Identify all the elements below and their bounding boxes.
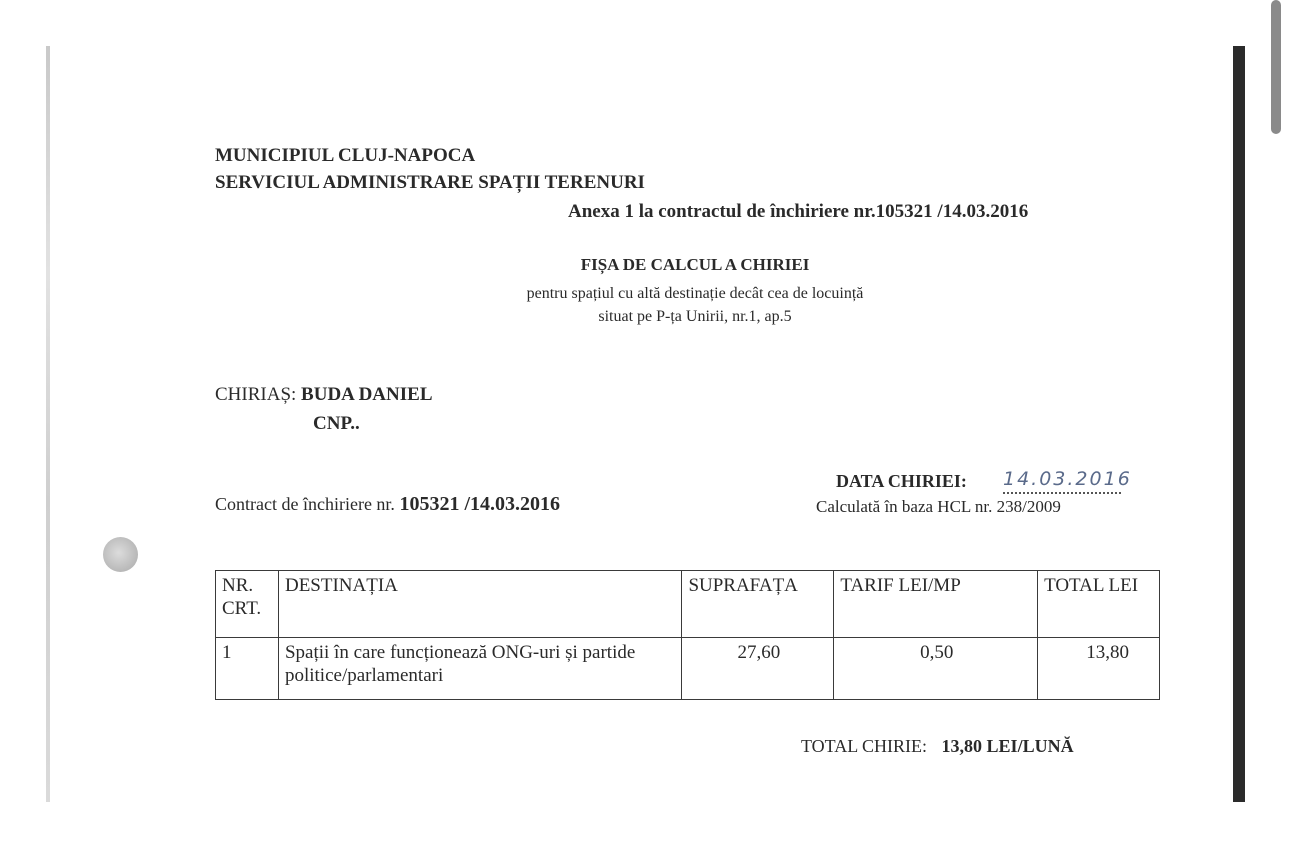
cell-tarif: 0,50 <box>834 638 1038 700</box>
cell-suprafata: 27,60 <box>682 638 834 700</box>
total-rent-value: 13,80 LEI/LUNĂ <box>941 736 1074 756</box>
tenant-cnp: CNP.. <box>313 413 360 434</box>
cell-total: 13,80 <box>1038 638 1160 700</box>
institution-name: MUNICIPIUL CLUJ-NAPOCA <box>215 145 476 166</box>
document-subtitle-2: situat pe P-ța Unirii, nr.1, ap.5 <box>598 308 792 325</box>
header-tarif: TARIF LEI/MP <box>834 571 1038 638</box>
table-header-row <box>216 571 1160 638</box>
rent-date-handwritten: 14.03.2016 <box>1003 468 1121 494</box>
cell-destinatia: Spații în care funcționează ONG-uri și partide politice/parlamentari <box>278 638 681 700</box>
header-destinatia: DESTINAȚIA <box>278 571 681 638</box>
annex-reference: Anexa 1 la contractul de închiriere nr.105321 /14.03.2016 <box>568 201 1029 222</box>
contract-label: Contract de închiriere nr. <box>215 494 395 514</box>
scan-left-edge <box>46 46 50 802</box>
rent-calculation-table <box>215 570 1160 700</box>
table-row <box>216 638 1160 700</box>
tenant-label: CHIRIAȘ: <box>215 384 297 405</box>
header-total: TOTAL LEI <box>1038 571 1160 638</box>
department-name: SERVICIUL ADMINISTRARE SPAȚII TERENURI <box>215 172 645 193</box>
contract-line <box>215 493 560 515</box>
rent-date-label: DATA CHIRIEI: <box>836 471 967 491</box>
calculation-basis: Calculată în baza HCL nr. 238/2009 <box>816 497 1061 516</box>
punch-hole <box>103 537 138 572</box>
total-rent-label: TOTAL CHIRIE: <box>801 736 928 756</box>
total-rent-line <box>801 735 1074 757</box>
header-suprafata: SUPRAFAȚA <box>682 571 834 638</box>
header-nr-crt: NR. CRT. <box>216 571 279 638</box>
vertical-scrollbar[interactable] <box>1271 0 1281 134</box>
document-subtitle-1: pentru spațiul cu altă destinație decât cea de locuință <box>526 285 864 302</box>
tenant-name: BUDA DANIEL <box>301 384 433 405</box>
document-title: FIȘA DE CALCUL A CHIRIEI <box>580 255 810 274</box>
cell-nr: 1 <box>216 638 279 700</box>
contract-number: 105321 /14.03.2016 <box>399 493 560 515</box>
tenant-line <box>215 384 433 406</box>
scan-right-edge <box>1233 46 1245 802</box>
